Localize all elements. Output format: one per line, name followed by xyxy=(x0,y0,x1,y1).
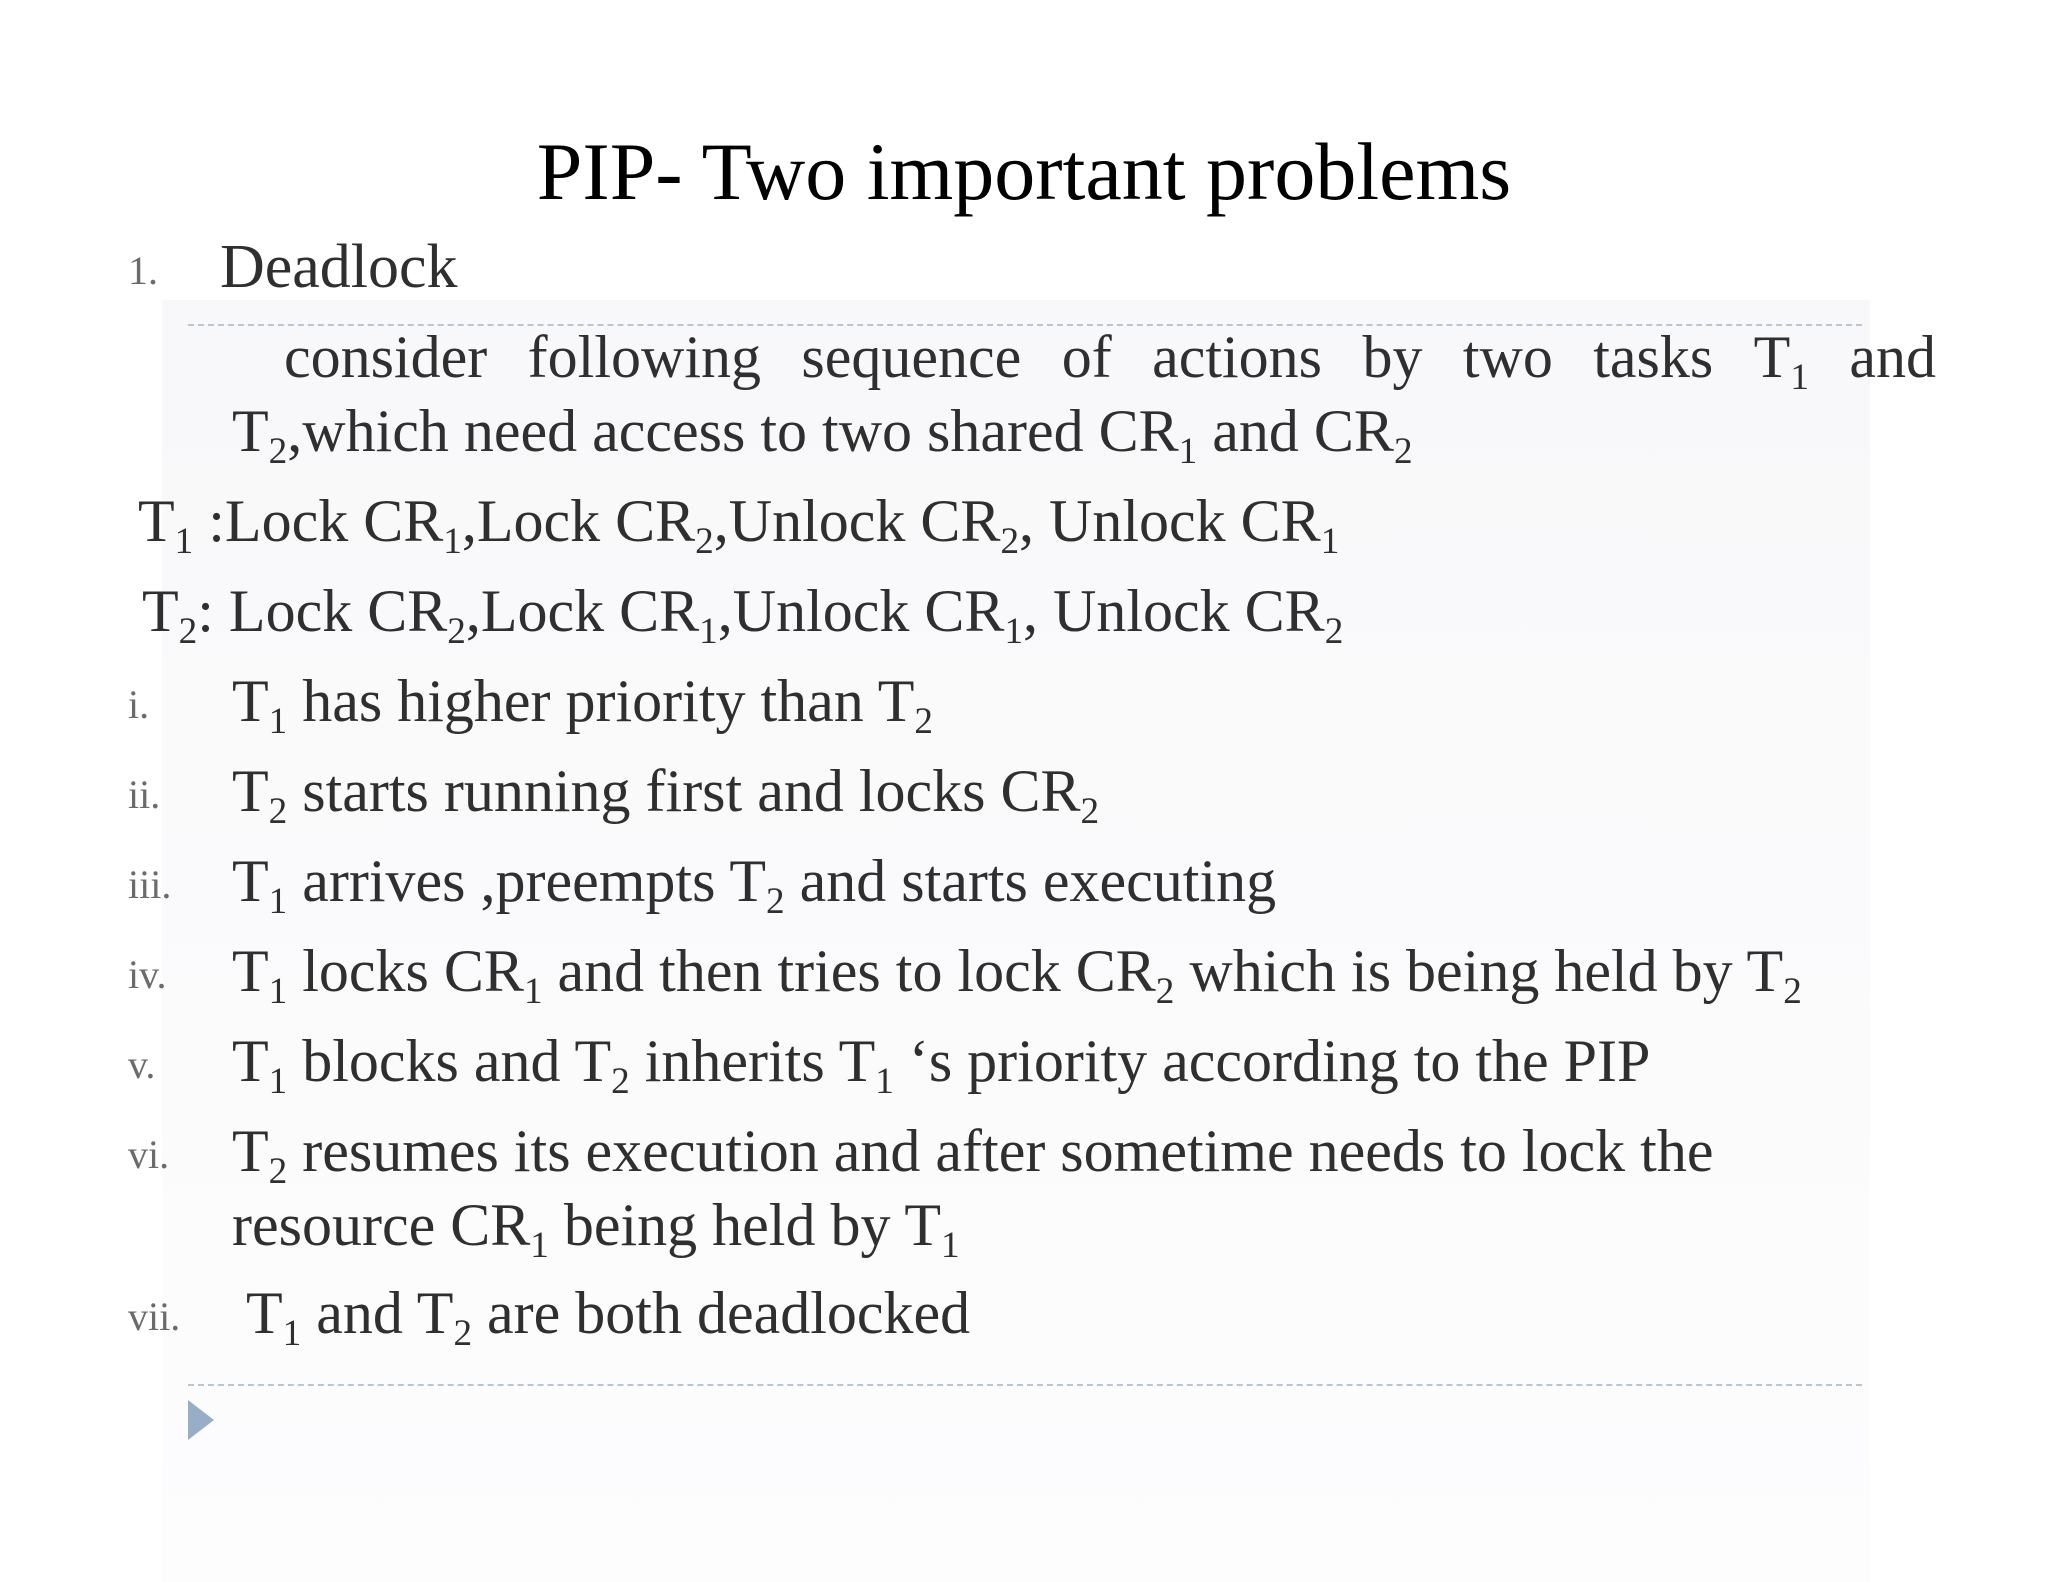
intro-word: two xyxy=(1462,324,1553,390)
sequence-t2: $T_2$: Lock $CR_2,Lock$ $CR_1,Unlock$ $CR_1$, Unlock $CR_2$ xyxy=(142,578,1344,652)
bullet-arrow-icon xyxy=(188,1400,214,1440)
step-vi-continued: resource $CR_1$ being held by $T_1$ xyxy=(232,1192,960,1266)
step-number: v. xyxy=(128,1042,156,1087)
step-number: iii. xyxy=(128,862,172,907)
intro-word: of xyxy=(1061,324,1112,390)
step-vii: $T_1$ and $T_2$ are both deadlocked xyxy=(246,1280,971,1354)
intro-word: consider xyxy=(284,324,488,390)
step-number: i. xyxy=(128,682,150,727)
intro-line-1 xyxy=(284,322,1936,398)
intro-task: $T_1$ xyxy=(1753,324,1809,398)
step-number: vii. xyxy=(128,1294,181,1339)
step-number: iv. xyxy=(128,952,167,997)
intro-word: sequence xyxy=(801,324,1022,390)
step-i: $T_1$ has higher priority than $T_2$ xyxy=(232,668,933,742)
intro-word: actions xyxy=(1152,324,1323,390)
intro-word: tasks xyxy=(1593,324,1714,390)
intro-line-2: $T_2,which$ need access to two shared $CR_1$ and $CR_2$ xyxy=(232,398,1413,472)
step-number: vi. xyxy=(128,1132,170,1177)
step-iv: $T_1$ locks $CR_1$ and then tries to lock $CR_2$ which is being held by $T_2$ xyxy=(232,938,1802,1012)
heading-number: 1. xyxy=(128,248,158,293)
bottom-divider xyxy=(188,1384,1862,1386)
intro-word: following xyxy=(527,324,761,390)
step-vi: $T_2$ resumes its execution and after sometime needs to lock the xyxy=(232,1118,1714,1192)
intro-word: and xyxy=(1849,324,1936,390)
step-ii: $T_2$ starts running first and locks $CR_2$ xyxy=(232,758,1100,832)
intro-word: by xyxy=(1362,324,1423,390)
step-number: ii. xyxy=(128,772,161,817)
heading-label: Deadlock xyxy=(220,233,458,301)
step-v: $T_1$ blocks and $T_2$ inherits $T_1$ ‘s priority according to the PIP xyxy=(232,1028,1651,1102)
slide-title: PIP- Two important problems xyxy=(536,126,1512,217)
step-iii: $T_1$ arrives ,preempts $T_2$ and starts executing xyxy=(232,848,1277,922)
sequence-t1: $T_1$ :Lock $CR_1,Lock$ $CR_2,Unlock$ $CR_2$, Unlock $CR_1$ xyxy=(138,488,1340,562)
